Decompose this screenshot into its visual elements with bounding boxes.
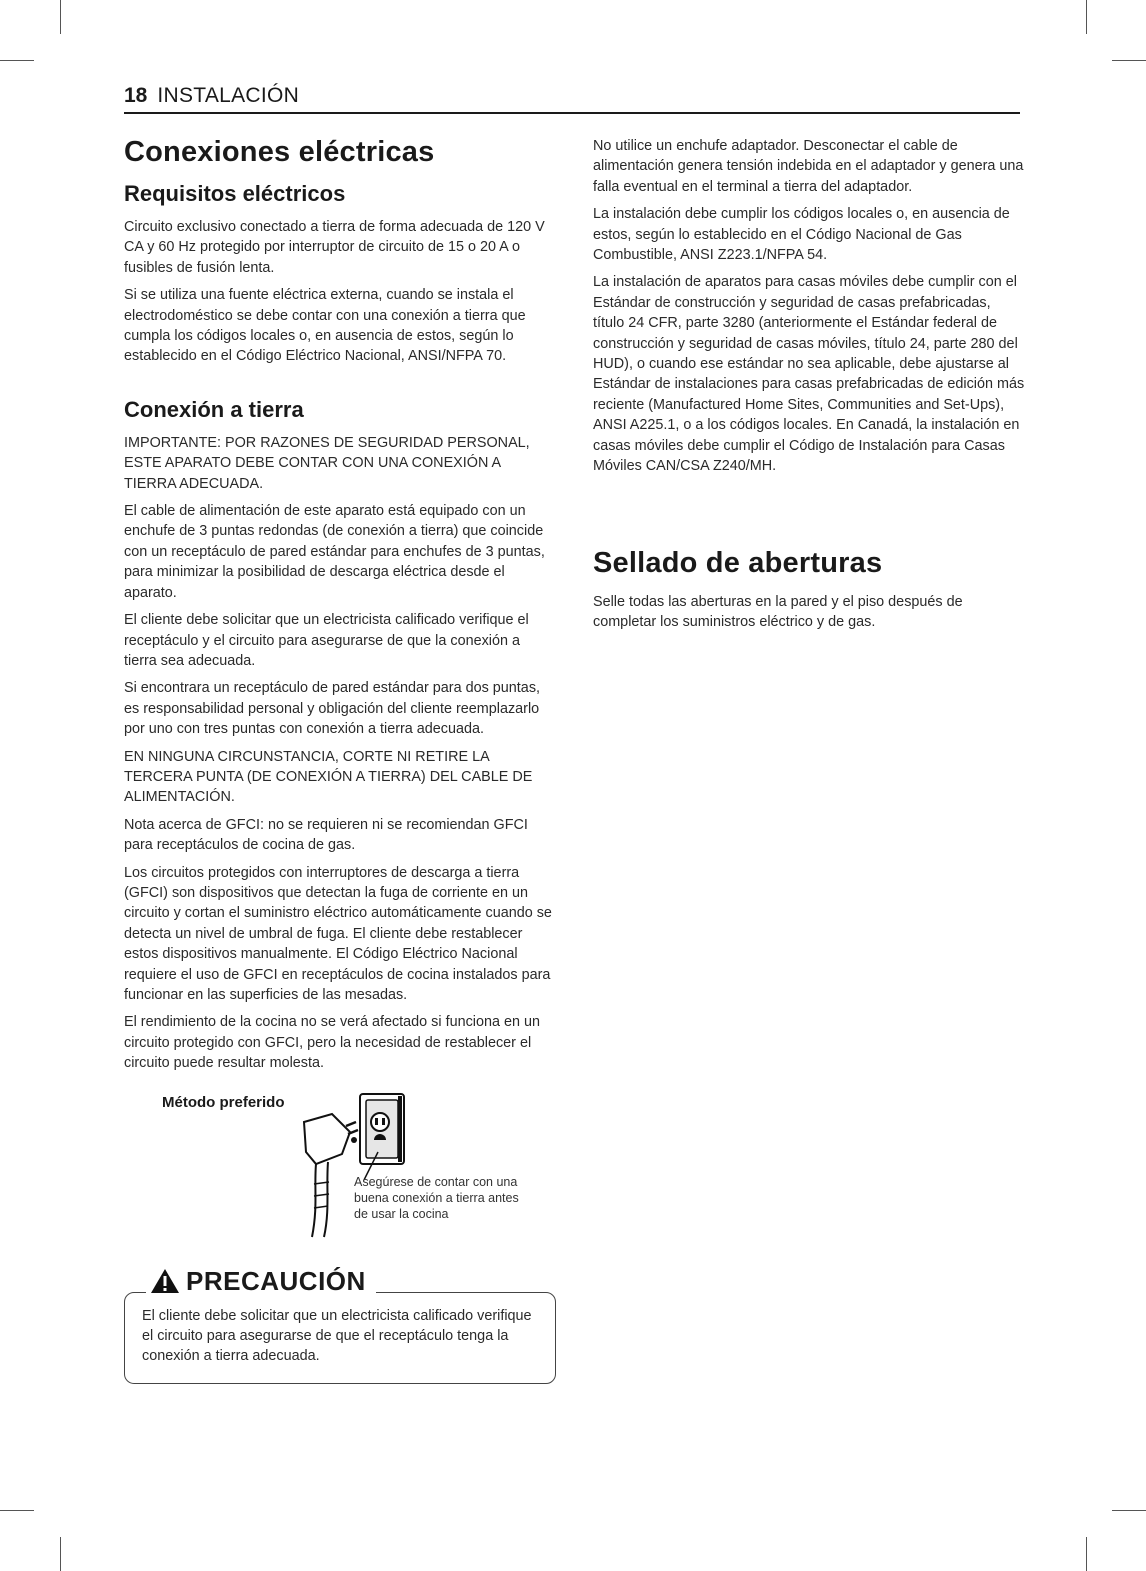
paragraph: La instalación de aparatos para casas móviles debe cumplir con el Estándar de construcción y seguridad de casas prefabricadas, título 24 CFR, parte 3280 (anteriormente el Estándar federal de construcción y seguridad de casas móviles, título 24, parte 280 del HUD), o cuando ese estándar no sea aplicable, debe ajustarse al Estándar de instalaciones para casas prefabricadas de edición más reciente (Manufactured Home Sites, Communities and Set-Ups), ANSI A225.1, o a los códigos locales. En Canadá, la instalación en casas móviles debe cumplir el Código de Instalación para Casas Móviles CAN/CSA Z240/MH. — [593, 274, 1025, 475]
crop-mark — [1112, 60, 1146, 61]
section-title: INSTALACIÓN — [157, 84, 300, 107]
right-column — [593, 136, 1025, 639]
paragraph: IMPORTANTE: POR RAZONES DE SEGURIDAD PERSONAL, ESTE APARATO DEBE CONTAR CON UNA CONEXIÓN A TIERRA ADECUADA. — [124, 434, 530, 492]
subheading-electrical-requirements: Requisitos eléctricos — [124, 181, 346, 206]
crop-mark — [60, 1537, 61, 1571]
paragraph: El cable de alimentación de este aparato está equipado con un enchufe de 3 puntas redondas (de conexión a tierra) que coincide con un receptáculo de pared estándar para enchufes de 3 puntas, para minimizar la posibilidad de descarga eléctrica desde el aparato. — [124, 503, 545, 601]
caution-title: PRECAUCIÓN — [186, 1265, 366, 1296]
crop-mark — [1086, 1537, 1087, 1571]
crop-mark — [1086, 0, 1087, 34]
paragraph: Los circuitos protegidos con interruptores de descarga a tierra (GFCI) son dispositivos que detectan la fuga de corriente en un circuito y cortan el suministro eléctrico automáticamente cuando se detecta un nivel de umbral de fuga. El cliente debe restablecer estos dispositivos manualmente. El Código Eléctrico Nacional requiere el uso de GFCI en receptáculos de cocina instalados para funcionar en las superficies de las mesadas. — [124, 864, 552, 1003]
page-number: 18 — [124, 84, 148, 107]
page-header — [124, 84, 1020, 116]
left-column — [124, 136, 556, 1384]
subheading-grounding: Conexión a tierra — [124, 396, 304, 422]
paragraph: Si encontrara un receptáculo de pared estándar para dos puntas, es responsabilidad personal y obligación del cliente reemplazarlo por uno con tres puntas con conexión a tierra adecuada. — [124, 680, 541, 738]
paragraph: Selle todas las aberturas en la pared y el piso después de completar los suministros eléctrico y de gas. — [593, 593, 963, 630]
wall-outlet-icon — [360, 1094, 404, 1164]
figure-note: Asegúrese de contar con una buena conexión a tierra antes de usar la cocina — [354, 1174, 519, 1221]
paragraph: EN NINGUNA CIRCUNSTANCIA, CORTE NI RETIRE LA TERCERA PUNTA (DE CONEXIÓN A TIERRA) DEL CABLE DE ALIMENTACIÓN. — [124, 748, 533, 806]
header-rule — [124, 112, 1020, 114]
figure-title: Método preferido — [162, 1093, 285, 1111]
crop-mark — [0, 60, 34, 61]
section-heading-sealing: Sellado de aberturas — [593, 546, 883, 579]
caution-header — [146, 1266, 376, 1297]
paragraph: Circuito exclusivo conectado a tierra de forma adecuada de 120 V CA y 60 Hz protegido por interruptor de circuito de 15 o 20 A o fusibles de fusión lenta. — [124, 219, 545, 276]
caution-text: El cliente debe solicitar que un electricista calificado verifique el circuito para asegurarse de que el receptáculo tenga la conexión a tierra adecuada. — [142, 1307, 532, 1365]
crop-mark — [1112, 1510, 1146, 1511]
crop-mark — [60, 0, 61, 34]
paragraph: El cliente debe solicitar que un electricista calificado verifique el receptáculo y el circuito para asegurarse de que la conexión a tierra sea adecuada. — [124, 612, 529, 669]
caution-box — [124, 1266, 556, 1384]
paragraph: No utilice un enchufe adaptador. Desconectar el cable de alimentación genera tensión indebida en el adaptador y genera una falla eventual en el terminal a tierra del adaptador. — [593, 138, 1024, 195]
grounding-figure — [124, 1092, 556, 1262]
warning-triangle-icon — [150, 1268, 180, 1294]
paragraph: La instalación debe cumplir los códigos locales o, en ausencia de estos, según lo establecido en el Código Nacional de Gas Combustible, ANSI Z223.1/NFPA 54. — [593, 206, 1010, 264]
paragraph: El rendimiento de la cocina no se verá afectado si funciona en un circuito protegido con GFCI, pero la necesidad de restablecer el circuito puede resultar molesta. — [124, 1014, 540, 1072]
section-heading-electrical: Conexiones eléctricas — [124, 136, 435, 168]
paragraph: Si se utiliza una fuente eléctrica externa, cuando se instala el electrodoméstico se debe contar con una conexión a tierra que cumpla los códigos locales o, en ausencia de estos, según lo establecido en el Código Eléctrico Nacional, ANSI/NFPA 70. — [124, 287, 526, 365]
paragraph: Nota acerca de GFCI: no se requieren ni se recomiendan GFCI para receptáculos de cocina de gas. — [124, 816, 528, 854]
crop-mark — [0, 1510, 34, 1511]
